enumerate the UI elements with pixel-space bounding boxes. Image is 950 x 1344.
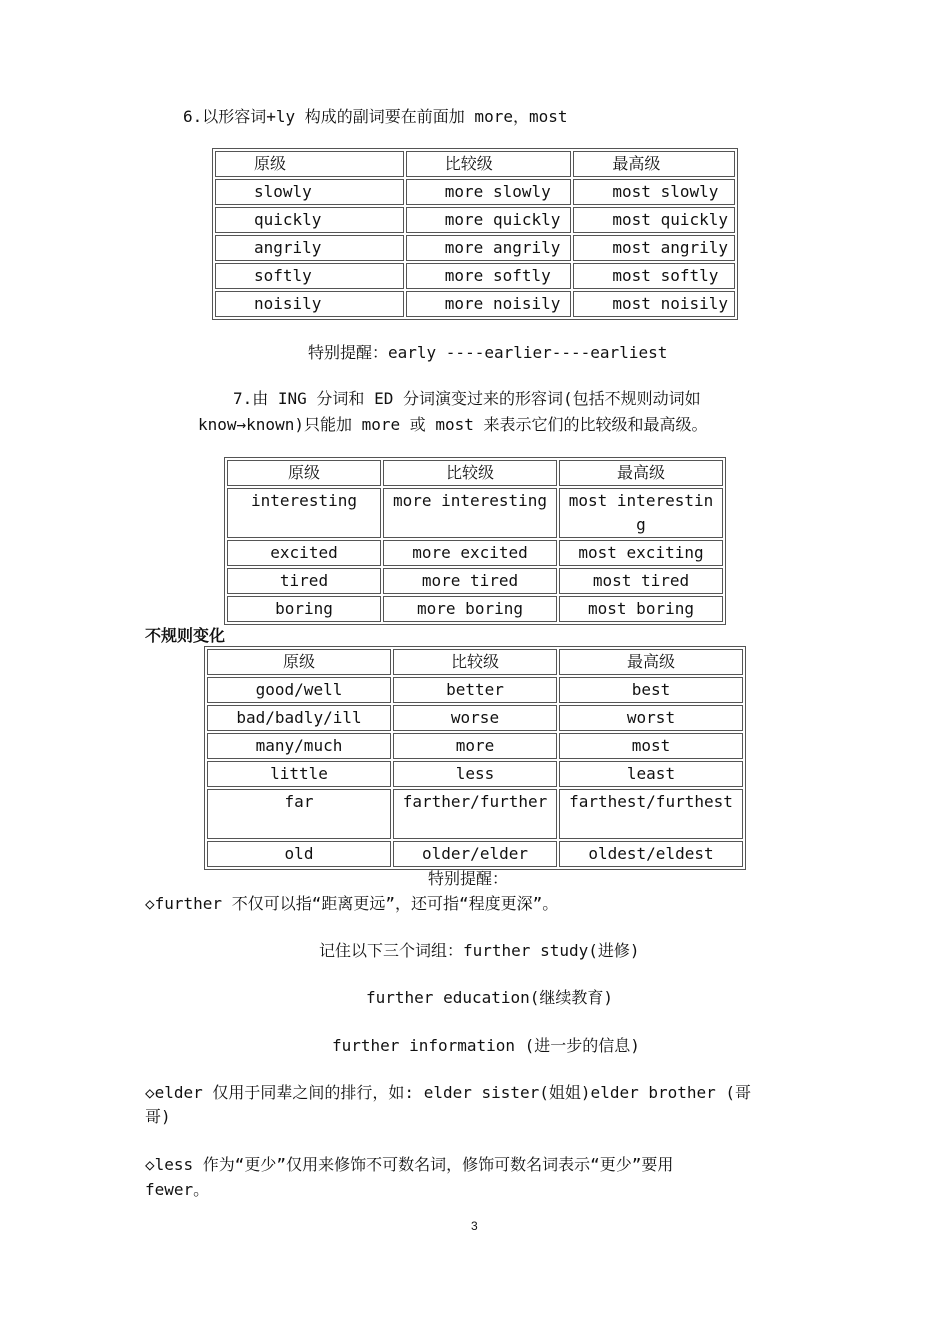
table-cell: farther/further bbox=[393, 789, 557, 839]
table-cell: far bbox=[207, 789, 391, 839]
table-cell: angrily bbox=[215, 235, 404, 261]
header-cell: 原级 bbox=[207, 649, 391, 675]
table-cell: good/well bbox=[207, 677, 391, 703]
table-cell: tired bbox=[227, 568, 381, 594]
table-row bbox=[207, 677, 743, 703]
header-cell: 原级 bbox=[215, 151, 404, 177]
table-row bbox=[207, 733, 743, 759]
table-cell: worst bbox=[559, 705, 743, 731]
less-note-line1: ◇less 作为“更少”仅用来修饰不可数名词，修饰可数名词表示“更少”要用 bbox=[145, 1155, 674, 1174]
table-cell: more angrily bbox=[406, 235, 572, 261]
header-cell: 最高级 bbox=[573, 151, 735, 177]
special-note-title: 特别提醒： bbox=[428, 869, 509, 888]
table-header-row bbox=[215, 151, 735, 177]
table-cell: slowly bbox=[215, 179, 404, 205]
table-cell: more slowly bbox=[406, 179, 572, 205]
table-header-row bbox=[227, 460, 723, 486]
section7-heading-line2: know→known)只能加 more 或 most 来表示它们的比较级和最高级。 bbox=[198, 415, 708, 434]
table-row bbox=[215, 207, 735, 233]
table-cell: older/elder bbox=[393, 841, 557, 867]
table-cell: boring bbox=[227, 596, 381, 622]
table-cell: less bbox=[393, 761, 557, 787]
table-cell: most noisily bbox=[573, 291, 735, 317]
table-cell: more interesting bbox=[383, 488, 557, 538]
table-cell: most interesting bbox=[559, 488, 723, 538]
table-cell: interesting bbox=[227, 488, 381, 538]
phrase-further-study: 记住以下三个词组：further study(进修) bbox=[319, 941, 640, 960]
table-row bbox=[215, 263, 735, 289]
table-cell: oldest/eldest bbox=[559, 841, 743, 867]
further-note: ◇further 不仅可以指“距离更远”，还可指“程度更深”。 bbox=[145, 894, 559, 913]
special-note-early: 特别提醒：early ----earlier----earliest bbox=[308, 343, 668, 362]
table-row bbox=[207, 789, 743, 839]
table-cell: most tired bbox=[559, 568, 723, 594]
adverb-comparison-table bbox=[212, 148, 738, 320]
table-cell: softly bbox=[215, 263, 404, 289]
table-cell: more softly bbox=[406, 263, 572, 289]
phrase-further-information: further information (进一步的信息) bbox=[332, 1036, 640, 1055]
header-cell: 最高级 bbox=[559, 460, 723, 486]
header-cell: 比较级 bbox=[393, 649, 557, 675]
table-cell: little bbox=[207, 761, 391, 787]
header-cell: 比较级 bbox=[383, 460, 557, 486]
irregular-heading: 不规则变化 bbox=[145, 626, 226, 645]
table-row bbox=[215, 291, 735, 317]
table-cell: more noisily bbox=[406, 291, 572, 317]
elder-note-line2: 哥) bbox=[145, 1107, 171, 1126]
table-cell: most exciting bbox=[559, 540, 723, 566]
table-cell: better bbox=[393, 677, 557, 703]
page-number: 3 bbox=[471, 1219, 478, 1233]
table-row bbox=[227, 596, 723, 622]
table-row bbox=[207, 841, 743, 867]
table-row bbox=[227, 540, 723, 566]
table-cell: quickly bbox=[215, 207, 404, 233]
elder-note-line1: ◇elder 仅用于同辈之间的排行，如: elder sister(姐姐)elder brother (哥 bbox=[145, 1083, 752, 1102]
table-cell: more bbox=[393, 733, 557, 759]
table-cell: bad/badly/ill bbox=[207, 705, 391, 731]
table-cell: farthest/furthest bbox=[559, 789, 743, 839]
table-cell: more quickly bbox=[406, 207, 572, 233]
table-cell: many/much bbox=[207, 733, 391, 759]
phrase-further-education: further education(继续教育) bbox=[366, 988, 614, 1007]
table-row bbox=[207, 761, 743, 787]
table-cell: excited bbox=[227, 540, 381, 566]
table-cell: noisily bbox=[215, 291, 404, 317]
table-cell: best bbox=[559, 677, 743, 703]
table-cell: least bbox=[559, 761, 743, 787]
table-cell: most slowly bbox=[573, 179, 735, 205]
table-cell: most bbox=[559, 733, 743, 759]
table-row bbox=[227, 568, 723, 594]
section6-heading: 6.以形容词+ly 构成的副词要在前面加 more，most bbox=[183, 107, 568, 126]
header-cell: 最高级 bbox=[559, 649, 743, 675]
participle-adjective-table bbox=[224, 457, 726, 625]
table-cell: most softly bbox=[573, 263, 735, 289]
table-cell: more boring bbox=[383, 596, 557, 622]
table-cell: more excited bbox=[383, 540, 557, 566]
table-row bbox=[215, 179, 735, 205]
table-row bbox=[207, 705, 743, 731]
header-cell: 原级 bbox=[227, 460, 381, 486]
irregular-comparison-table bbox=[204, 646, 746, 870]
table-cell: most quickly bbox=[573, 207, 735, 233]
section7-heading-line1: 7.由 ING 分词和 ED 分词演变过来的形容词(包括不规则动词如 bbox=[233, 389, 701, 408]
table-row bbox=[215, 235, 735, 261]
header-cell: 比较级 bbox=[406, 151, 572, 177]
table-cell: old bbox=[207, 841, 391, 867]
less-note-line2: fewer。 bbox=[145, 1180, 210, 1199]
table-header-row bbox=[207, 649, 743, 675]
table-cell: more tired bbox=[383, 568, 557, 594]
table-cell: most angrily bbox=[573, 235, 735, 261]
table-row bbox=[227, 488, 723, 538]
table-cell: worse bbox=[393, 705, 557, 731]
table-cell: most boring bbox=[559, 596, 723, 622]
